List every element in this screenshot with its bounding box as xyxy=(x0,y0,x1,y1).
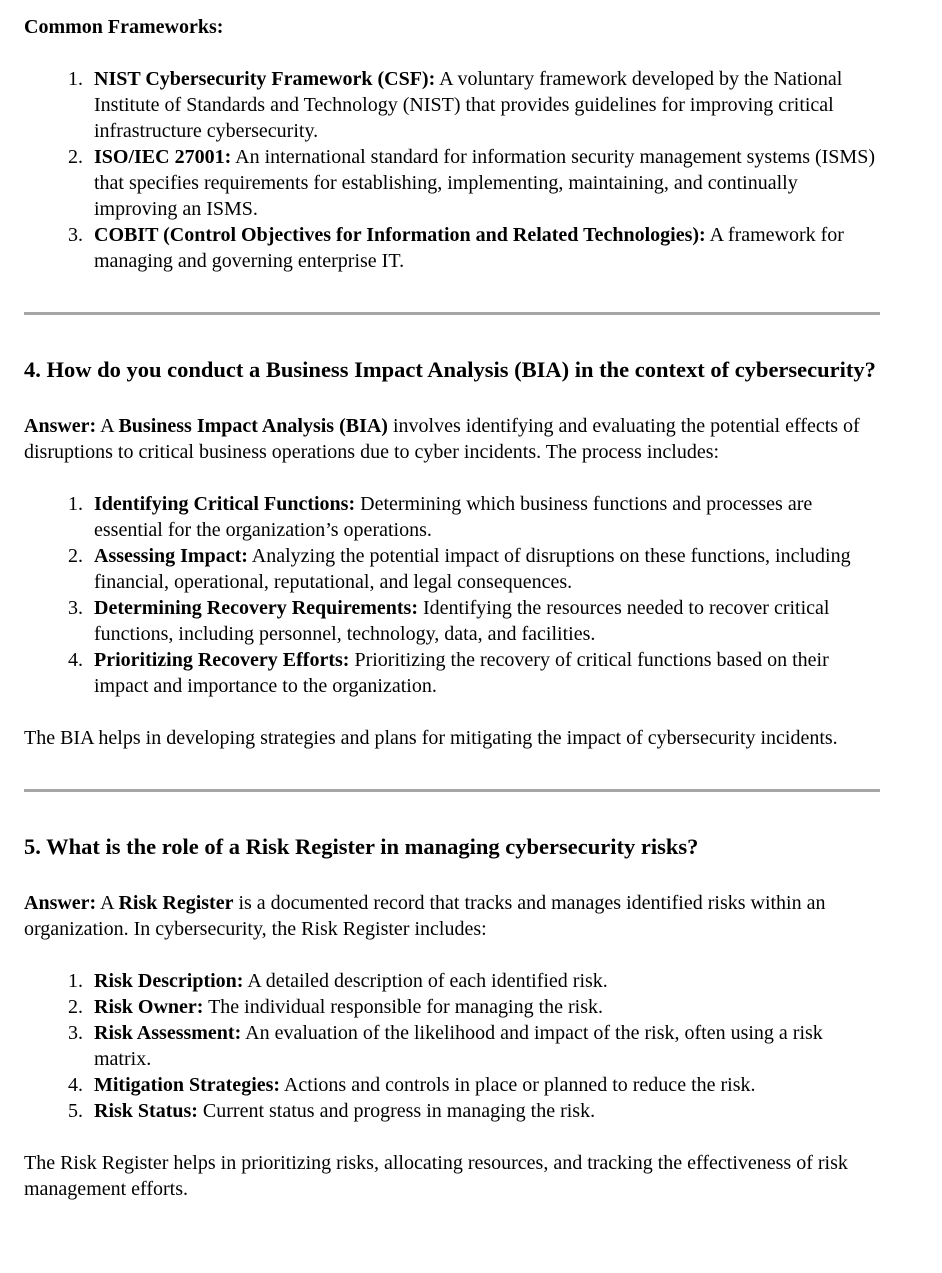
list-item xyxy=(88,144,880,222)
list-item-text: Current status and progress in managing the risk. xyxy=(197,1100,596,1122)
list-item-lead: Risk Owner: xyxy=(94,996,204,1018)
list-item-text: Analyzing the potential impact of disruptions on these functions, including financial, operational, reputational, and legal consequences. xyxy=(94,545,851,593)
list-item-lead: Risk Status: xyxy=(94,1100,198,1122)
list-item xyxy=(88,1072,880,1098)
list-item-text: A voluntary framework developed by the National Institute of Standards and Technology (NIST) that provides guidelines for improving critical infrastructure cybersecurity. xyxy=(94,68,843,142)
bold-text: Risk Register xyxy=(118,892,234,914)
body-text: A xyxy=(96,415,119,437)
question5-closing-paragraph: The Risk Register helps in prioritizing risks, allocating resources, and tracking the effectiveness of risk management efforts. xyxy=(24,1152,848,1200)
section-divider xyxy=(24,789,880,792)
question5-answer-paragraph xyxy=(24,890,880,942)
question4-answer-paragraph xyxy=(24,413,880,465)
bold-text: Business Impact Analysis (BIA) xyxy=(118,415,388,437)
list-item-text: Prioritizing the recovery of critical functions based on their impact and importance to the organization. xyxy=(94,649,829,697)
body-text: A xyxy=(96,892,119,914)
list-item-text: The individual responsible for managing the risk. xyxy=(203,996,604,1018)
list-item-lead: COBIT (Control Objectives for Information and Related Technologies): xyxy=(94,224,706,246)
list-item-lead: Prioritizing Recovery Efforts: xyxy=(94,649,350,671)
list-item xyxy=(88,222,880,274)
list-item xyxy=(88,543,880,595)
list-item-lead: Mitigation Strategies: xyxy=(94,1074,281,1096)
list-item-lead: Risk Assessment: xyxy=(94,1022,242,1044)
question4-closing-paragraph: The BIA helps in developing strategies and plans for mitigating the impact of cybersecurity incidents. xyxy=(24,727,838,749)
list-item-lead: Determining Recovery Requirements: xyxy=(94,597,418,619)
list-item-lead: Risk Description: xyxy=(94,970,244,992)
bold-text: Answer: xyxy=(24,892,97,914)
list-item-text: Actions and controls in place or planned to reduce the risk. xyxy=(280,1074,756,1096)
list-item xyxy=(88,595,880,647)
list-item xyxy=(88,647,880,699)
list-item-lead: Assessing Impact: xyxy=(94,545,248,567)
list-item-text: A detailed description of each identified risk. xyxy=(243,970,608,992)
question4-heading: 4. How do you conduct a Business Impact Analysis (BIA) in the context of cybersecurity? xyxy=(24,357,876,382)
section-divider xyxy=(24,312,880,315)
list-item-text: An international standard for information security management systems (ISMS) that specifies requirements for establishing, implementing, maintaining, and continually improving an ISMS. xyxy=(94,146,875,220)
list-item xyxy=(88,1098,880,1124)
list-item xyxy=(88,994,880,1020)
bia-steps-list xyxy=(24,491,880,699)
list-item-lead: Identifying Critical Functions: xyxy=(94,493,356,515)
list-item xyxy=(88,491,880,543)
list-item-text: A framework for managing and governing enterprise IT. xyxy=(94,224,844,272)
list-item-text: Determining which business functions and processes are essential for the organization’s operations. xyxy=(94,493,813,541)
list-item xyxy=(88,968,880,994)
list-item-lead: ISO/IEC 27001: xyxy=(94,146,232,168)
body-text: involves identifying and evaluating the potential effects of disruptions to critical business operations due to cyber incidents. The process includes: xyxy=(24,415,860,463)
list-item-text: An evaluation of the likelihood and impact of the risk, often using a risk matrix. xyxy=(94,1022,823,1070)
risk-register-list xyxy=(24,968,880,1124)
list-item-lead: NIST Cybersecurity Framework (CSF): xyxy=(94,68,436,90)
body-text: is a documented record that tracks and manages identified risks within an organization. In cybersecurity, the Risk Register includes: xyxy=(24,892,826,940)
common-frameworks-heading: Common Frameworks: xyxy=(24,16,224,38)
list-item xyxy=(88,66,880,144)
common-frameworks-list xyxy=(24,66,880,274)
list-item-text: Identifying the resources needed to recover critical functions, including personnel, technology, data, and facilities. xyxy=(94,597,830,645)
bold-text: Answer: xyxy=(24,415,97,437)
list-item xyxy=(88,1020,880,1072)
question5-heading: 5. What is the role of a Risk Register in managing cybersecurity risks? xyxy=(24,834,699,859)
